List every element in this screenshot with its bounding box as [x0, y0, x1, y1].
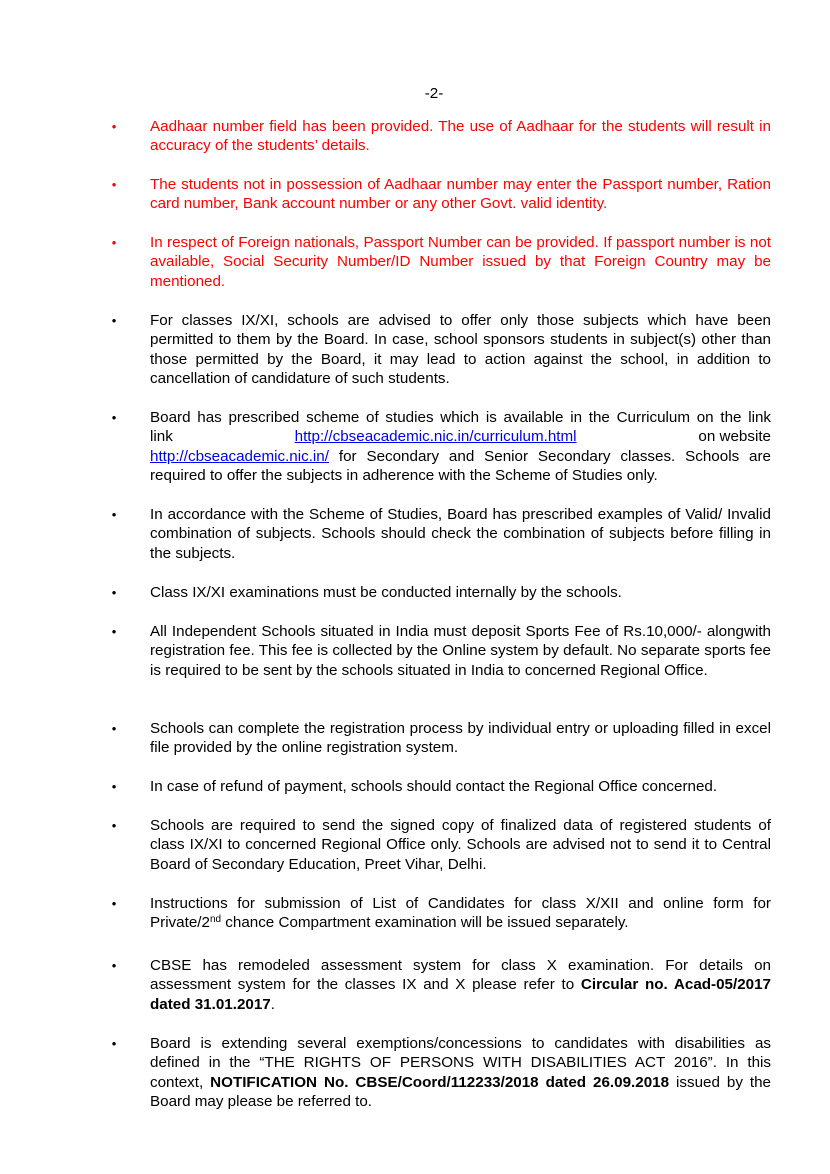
scheme-text-1: Board has prescribed scheme of studies which is available in the Curriculum on the link	[150, 409, 771, 426]
scheme-link-line	[150, 427, 771, 446]
list-item-registration-process: Schools can complete the registration process by individual entry or uploading filled in excel file provided by the online registration system.	[150, 720, 771, 757]
list-item-signed-copy: Schools are required to send the signed copy of finalized data of registered students of class IX/XI to concerned Regional Office only. Schools are advised not to send it to Central Board of Secondary Education, Preet Vihar, Delhi.	[150, 817, 771, 873]
bullet-icon: •	[111, 410, 117, 425]
bullet-icon: •	[111, 177, 117, 192]
list-item-instructions: Instructions for submission of List of Candidates for class X/XII and online form for Private/2nd chance Compartment examination will be issued separately.	[150, 895, 771, 932]
list-item-valid-combinations: In accordance with the Scheme of Studies, Board has prescribed examples of Valid/ Invalid combination of subjects. Schools should check the combination of subjects before filling in the subjects.	[150, 506, 771, 562]
bullet-icon: •	[111, 818, 117, 833]
bullet-icon: •	[111, 779, 117, 794]
bullet-icon: •	[111, 896, 117, 911]
bullet-icon: •	[111, 958, 117, 973]
list-item-permitted-subjects: For classes IX/XI, schools are advised to offer only those subjects which have been permitted to them by the Board. In case, school sponsors students in subject(s) other than those permitted by the Board, it may lead to action against the school, in addition to cancellation of candidature of such students.	[150, 312, 771, 388]
list-item-scheme-of-studies	[150, 408, 771, 486]
scheme-text-2: on website	[698, 428, 771, 446]
list-item-refund: In case of refund of payment, schools should contact the Regional Office concerned.	[150, 778, 718, 795]
link-word: link	[150, 428, 173, 446]
list-item-assessment-system: CBSE has remodeled assessment system for class X examination. For details on assessment system for the classes IX and X please refer to Circular no. Acad-05/2017 dated 31.01.2017.	[150, 957, 771, 1013]
curriculum-link[interactable]: http://cbseacademic.nic.in/curriculum.html	[294, 428, 577, 446]
list-item-alternate-id: The students not in possession of Aadhaar number may enter the Passport number, Ration card number, Bank account number or any other Govt. valid identity.	[150, 176, 771, 213]
list-item-disabilities: Board is extending several exemptions/concessions to candidates with disabilities as defined in the “THE RIGHTS OF PERSONS WITH DISABILITIES ACT 2016”. In this context, NOTIFICATION No. CBSE/Coord/112233/2018 dated 26.09.2018 issued by the Board may please be referred to.	[150, 1035, 771, 1111]
bullet-icon: •	[111, 624, 117, 639]
bullet-icon: •	[111, 721, 117, 736]
bullet-icon: •	[111, 235, 117, 250]
superscript-nd: nd	[209, 914, 222, 926]
bullet-icon: •	[111, 119, 117, 134]
notification-reference: NOTIFICATION No. CBSE/Coord/112233/2018 dated 26.09.2018	[210, 1073, 670, 1091]
bullet-icon: •	[111, 1036, 117, 1051]
list-item-internal-exams: Class IX/XI examinations must be conducted internally by the schools.	[150, 584, 622, 601]
page-number: -2-	[424, 85, 444, 102]
bullet-icon: •	[111, 507, 117, 522]
list-item-sports-fee: All Independent Schools situated in India must deposit Sports Fee of Rs.10,000/- alongwith registration fee. This fee is collected by the Online system by default. No separate sports fee is required to be sent by the schools situated in India to concerned Regional Office.	[150, 623, 771, 679]
list-item-aadhaar: Aadhaar number field has been provided. The use of Aadhaar for the students will result in accuracy of the students’ details.	[150, 118, 771, 155]
circular-reference: Circular no. Acad-05/2017 dated 31.01.2017	[150, 976, 771, 1013]
website-link[interactable]: http://cbseacademic.nic.in/	[150, 447, 329, 465]
scheme-text-3: http://cbseacademic.nic.in/ for Secondary and Senior Secondary classes. Schools are required to offer the subjects in adherence with the Scheme of Studies only.	[150, 447, 771, 485]
bullet-icon: •	[111, 585, 117, 600]
bullet-icon: •	[111, 313, 117, 328]
list-item-foreign-nationals: In respect of Foreign nationals, Passport Number can be provided. If passport number is not available, Social Security Number/ID Number issued by that Foreign Country may be mentioned.	[150, 234, 771, 290]
